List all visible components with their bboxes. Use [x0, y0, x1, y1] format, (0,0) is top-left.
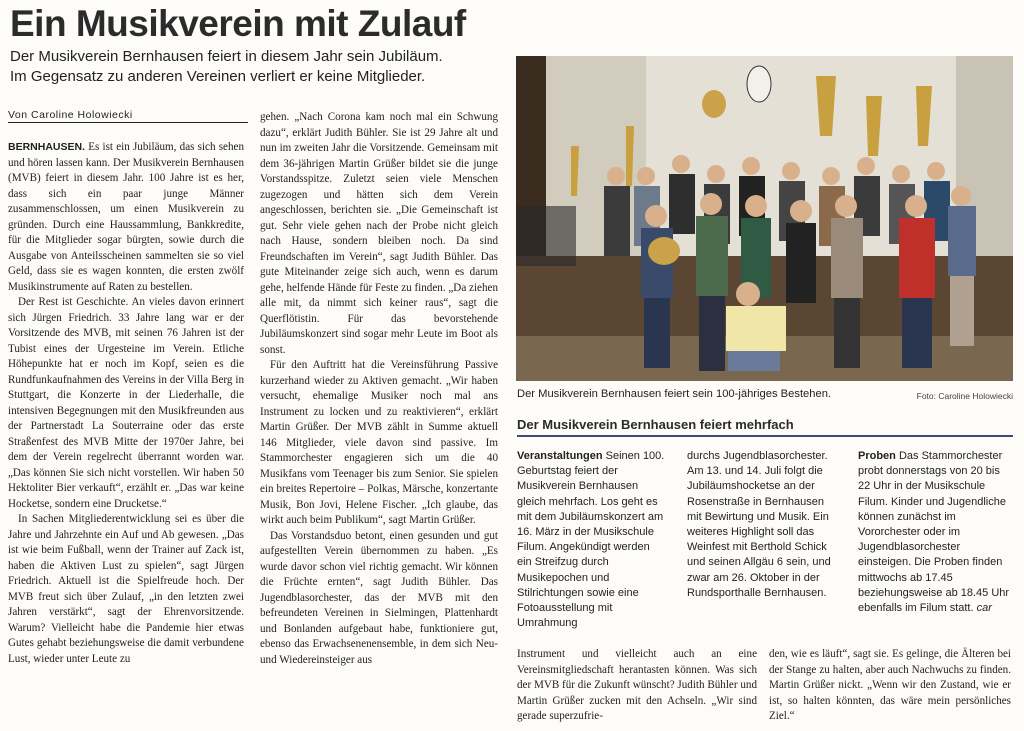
article-column-2 — [260, 110, 498, 668]
author-signature: car — [976, 602, 992, 615]
paragraph: Für den Auftritt hat die Vereinsführung Passive kurzerhand wieder zu Aktiven gemacht. „Wir haben versucht, ehemalige Musiker noch mal ans Instrument zu locken und zu reaktivieren“, erklärt Martin Grüßer. Der MVB zählt in Summe aktuell 146 Mitglieder, viele davon sind passive. Im Stammorchester engagieren sich um die 40 Musikfans vom Teenager bis zum Senior. Sie spielen ein breites Repertoire – Polkas, Märsche, konzertante Musik, Bon Jovi, Helene Fischer. „Ich glaube, das wirkt auch beim Publikum“, sagt Martin Grüßer. — [260, 359, 498, 526]
subhead — [10, 47, 510, 87]
paragraph: In Sachen Mitgliederentwicklung sei es über die Jahre und Jahrzehnte ein Auf und Ab gewesen. „Das ist wie beim Fußball, wenn der Trainer auf Zack ist, haben die Aktiven Lust zu spielen“, sagt Jürgen Friedrich. Aktuell ist die Spielfreude hoch. Der MVB freut sich über Zulauf, „in den letzten zwei Jahren verstärkt“, sagt der Ehrenvorsitzende. Warum? Vielleicht habe die Pandemie hier etwas Gutes gehabt beziehungsweise die damit verbundene Lust, wieder unter Leute zu — [8, 513, 244, 665]
article-column-1 — [8, 140, 244, 667]
subhead-line: Im Gegensatz zu anderen Vereinen verliert er keine Mitglieder. — [10, 68, 426, 85]
group-photo — [516, 56, 1013, 381]
paragraph: Das Vorstandsduo betont, einen gesunden und gut aufgestellten Verein übernommen zu haben. „Es wurde davor schon viel richtig gemacht. Wir können die Früchte ernten“, sagt Judith Bühler. Das Jugendblasorchester, das der MVB mit den befreundeten Vereinen in Sielmingen, Plattenhardt und Bonlanden aufgebaut habe, funktioniere gut, ebenso das Erwachsenenensemble, in dem sich Neu- und Wiedereinsteiger aus — [260, 529, 498, 666]
byline: Von Caroline Holowiecki — [8, 109, 248, 123]
infobox-column-2: durchs Jugendblasorchester. Am 13. und 14. Juli folgt die Jubiläumshocketse an der Rosenstraße in Bernhausen mit Bewirtung und Musik. Ein weiteres Highlight soll das Weinfest mit Berthold Schick und seinen Allgäu 6 sein, und zwar am 26. Oktober in der Rundsporthalle Bernhausen. — [687, 450, 831, 599]
infobox-column-3: Proben Das Stammorchester probt donnerstags von 20 bis 22 Uhr in der Musikschule Filum. Kinder und Jugendliche können zunächst im Vororchester oder im Jugendblasorchester einsteigen. Die Proben finden mittwochs ab 17.45 beziehungsweise ab 18.45 Uhr ebenfalls im Filum statt. car — [858, 450, 1010, 615]
subhead-line: Der Musikverein Bernhausen feiert in diesem Jahr sein Jubiläum. — [10, 48, 443, 65]
photo-credit: Foto: Caroline Holowiecki — [916, 391, 1013, 401]
article-column-4 — [769, 647, 1011, 725]
infobox-lead: Proben — [858, 450, 896, 462]
paragraph: Der Rest ist Geschichte. An vieles davon erinnert sich Jürgen Friedrich. 33 Jahre lang war er der Vorsitzende des MVB, mit seinen 76 Jahren ist der Tubist eines der Urgesteine im Verein. Etliche Höhepunkte hat er noch im Kopf, seien es die Rundfunkaufnahmen des Vereins in der Villa Berg in Stuttgart, die Konzerte in der Liederhalle, die intensiven Begegnungen mit den Musikfreunden aus der Partnerstadt La Souterraine oder das erste Straßenfest des MVB Mitte der 1970er Jahre, bei dem der Verein regelrecht überrannt worden war. „Das können Sie sich nicht vorstellen. Wir haben 50 Hektoliter Bier verkauft“, erzählt er. „Das war keine Hocketse, sondern eine Drucketse.“ — [8, 296, 244, 510]
paragraph: Instrument und vielleicht auch an eine Vereinsmitgliedschaft herantasten können. Was sich der MVB für die Zukunft wünscht? Judith Bühler und Martin Grüßer zucken mit den Achseln. „Wir sind gerade superzufrie- — [517, 648, 757, 722]
headline: Ein Musikverein mit Zulauf — [10, 3, 466, 44]
paragraph: gehen. „Nach Corona kam noch mal ein Schwung dazu“, erklärt Judith Bühler. Sie ist 29 Jahre alt und nun im zweiten Jahr die Vorsitzende. Gemeinsam mit dem 36-jährigen Martin Grüßer bildet sie die junge Vorstandsspitze. Zuletzt seien viele Menschen zugezogen und hätten sich dem Verein angeschlossen, berichten sie. „Die Gemeinschaft ist gut. Sehr viele gehen nach der Probe nicht gleich nach Hause, sondern bleiben noch. Da sind Freundschaften im Verein“, sagt Judith Bühler. Das gute Miteinander zeige sich auch, wenn es darum gehe, helfende Hände für Feste zu finden. „Da ziehen alle mit, da nimmt sich keiner raus“, sagt die Querflötistin. Für das bevorstehende Jubiläumskonzert sind sogar mehr Leute im Boot als sonst. — [260, 111, 498, 356]
infobox-lead: Veranstaltungen — [517, 450, 603, 462]
article-column-3 — [517, 647, 757, 725]
infobox-title: Der Musikverein Bernhausen feiert mehrfach — [517, 417, 1013, 437]
paragraph: BERNHAUSEN. Es ist ein Jubiläum, das sich sehen und hören lassen kann. Der Musikverein Bernhausen (MVB) feiert in diesem Jahr. 100 Jahre ist es her, dass sich ein paar junge Männer zusammenschlossen, um einen Musikverein zu gründen. Durch eine Haussammlung, Bankkredite, für die Mitglieder sogar bürgten, sowie durch die Ausgabe von Anteilsscheinen sammelten sie so viel Geld, dass sie es wagen konnten, die ersten zwölf Musikinstrumente auf Raten zu bestellen. — [8, 141, 244, 293]
infobox-column-1: Veranstaltungen Seinen 100. Geburtstag feiert der Musikverein Bernhausen gleich mehrfach. Los geht es mit dem Jubiläumskonzert am 16. März in der Musikschule Filum. Angekündigt werden ein Streifzug durch Musikepochen und Stilrichtungen sowie eine Fotoausstellung mit Umrahmung — [517, 450, 665, 630]
photo-caption: Der Musikverein Bernhausen feiert sein 100-jähriges Bestehen. — [517, 388, 832, 400]
dateline: BERNHAUSEN. — [8, 141, 86, 153]
paragraph: den, wie es läuft“, sagt sie. Es gelinge, die Älteren bei der Stange zu halten, aber auch Nachwuchs zu finden. Martin Grüßer nickt. „Wenn wir den Zustand, wie er ist, so halten könnten, das wäre mein persönliches Ziel.“ — [769, 648, 1011, 722]
